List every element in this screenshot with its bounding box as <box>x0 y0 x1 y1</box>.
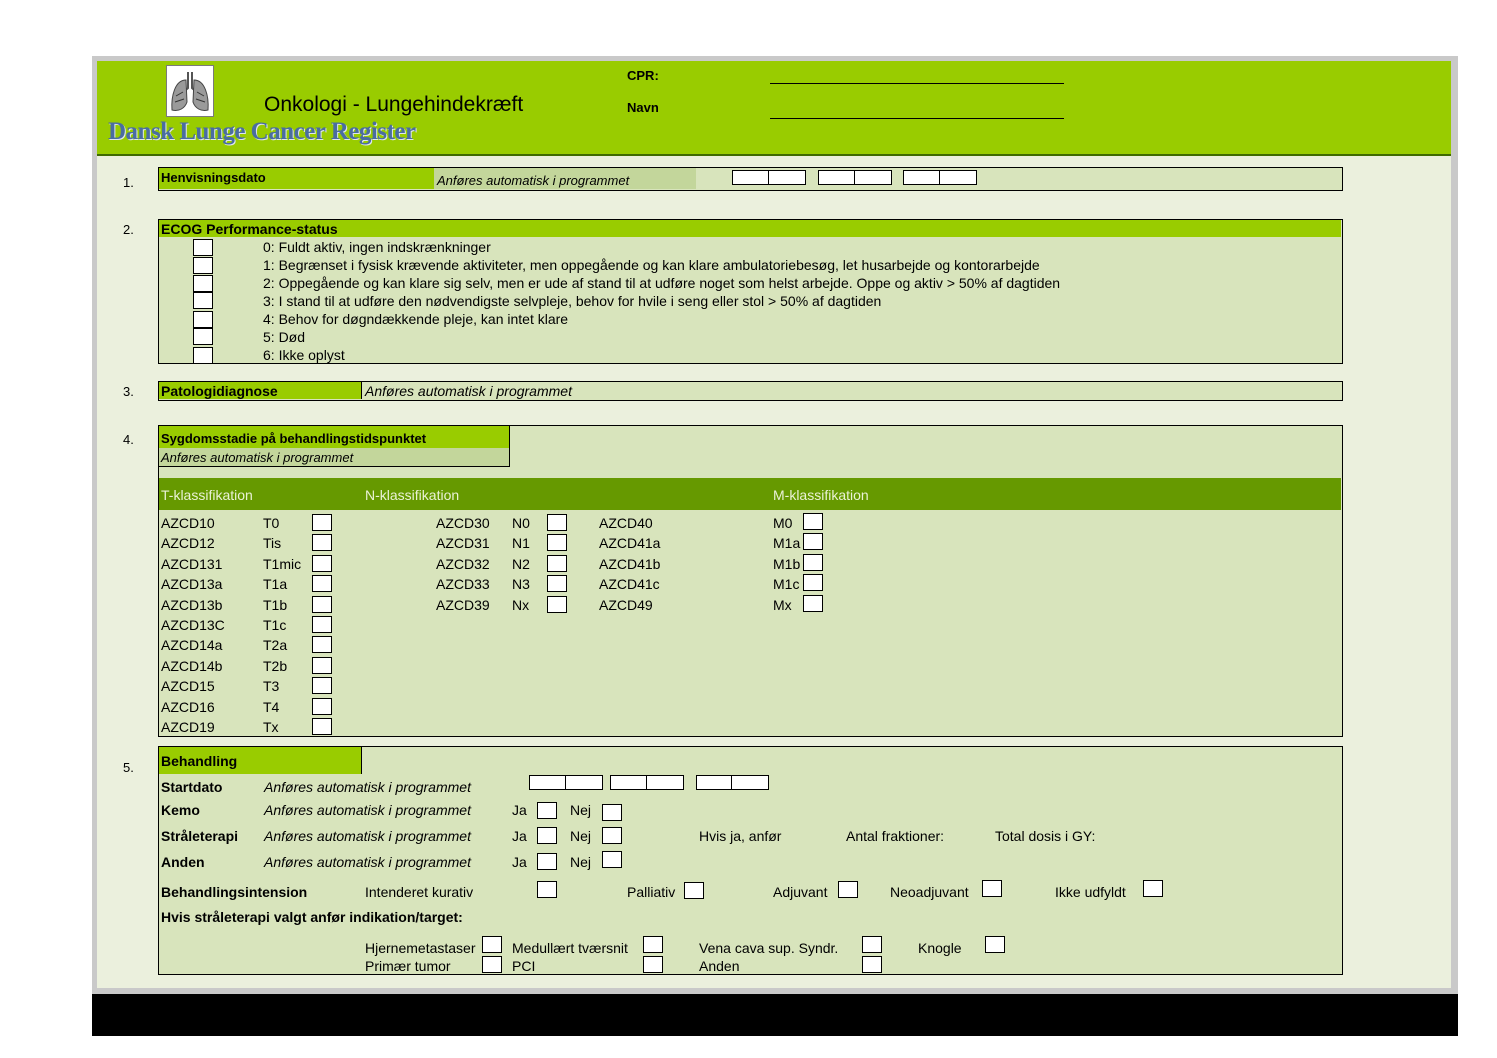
t-code: AZCD10 <box>161 515 215 531</box>
n-value: Nx <box>512 596 530 613</box>
startdato-month-1[interactable] <box>610 775 648 790</box>
n-checkbox[interactable] <box>547 555 567 572</box>
intension-neoadjuvant-checkbox[interactable] <box>982 880 1002 897</box>
startdato-note: Anføres automatisk i programmet <box>264 779 471 795</box>
straaleterapi-label: Stråleterapi <box>161 828 239 844</box>
m-code: AZCD49 <box>599 596 653 613</box>
t-checkbox[interactable] <box>312 657 332 674</box>
target-pci-label: PCI <box>512 958 536 974</box>
target-primaer-tumor-checkbox[interactable] <box>482 956 502 973</box>
t-value: T1b <box>263 596 288 613</box>
kemo-note: Anføres automatisk i programmet <box>264 802 471 818</box>
startdato-year-2[interactable] <box>731 775 769 790</box>
ecog-option-4: 4: Behov for døgndækkende pleje, kan intet klare <box>263 311 569 327</box>
t-checkbox[interactable] <box>312 534 332 551</box>
t-checkbox[interactable] <box>312 555 332 572</box>
henvisning-label: Henvisningsdato <box>161 170 266 185</box>
m-checkbox[interactable] <box>803 533 823 550</box>
ecog-checkbox-6[interactable] <box>193 347 213 364</box>
intension-ikke-udfyldt-label: Ikke udfyldt <box>1055 884 1126 900</box>
ecog-option-3: 3: I stand til at udføre den nødvendigste selvpleje, behov for hvile i seng eller stol > 50% af dagtiden <box>263 293 882 309</box>
t-value: T0 <box>263 515 280 531</box>
cpr-field[interactable] <box>770 83 1064 84</box>
startdato-month-2[interactable] <box>646 775 684 790</box>
t-checkbox[interactable] <box>312 718 332 735</box>
n-value: N3 <box>512 576 530 593</box>
anden-nej-label: Nej <box>570 854 592 870</box>
target-hjernemetastaser-label: Hjernemetastaser <box>365 940 476 956</box>
t-checkbox[interactable] <box>312 575 332 592</box>
n-value: N0 <box>512 515 530 531</box>
intension-kurativ-checkbox[interactable] <box>537 881 557 898</box>
t-value: T1a <box>263 576 288 593</box>
t-code: AZCD14b <box>161 657 223 674</box>
t-checkbox[interactable] <box>312 616 332 633</box>
straaleterapi-ja-checkbox[interactable] <box>537 827 557 844</box>
divider <box>361 382 362 399</box>
henvisning-date-day-1[interactable] <box>732 170 770 185</box>
m-code: AZCD41c <box>599 576 660 593</box>
t-value: T2b <box>263 657 288 674</box>
m-klassifikation-header: M-klassifikation <box>773 487 869 503</box>
patologi-label: Patologidiagnose <box>161 383 278 399</box>
kemo-nej-checkbox[interactable] <box>602 804 622 821</box>
target-knogle-checkbox[interactable] <box>985 936 1005 953</box>
target-primaer-tumor-label: Primær tumor <box>365 958 451 974</box>
straaleterapi-nej-label: Nej <box>570 828 592 844</box>
behandling-label: Behandling <box>161 753 238 769</box>
target-vena-cava-label: Vena cava sup. Syndr. <box>699 940 839 956</box>
navn-field[interactable] <box>770 118 1064 119</box>
hvis-ja-label: Hvis ja, anfør <box>699 828 782 844</box>
kemo-ja-label: Ja <box>512 802 527 818</box>
anden-ja-checkbox[interactable] <box>537 853 557 870</box>
t-checkbox[interactable] <box>312 636 332 653</box>
henvisning-date-year-2[interactable] <box>939 170 977 185</box>
target-hjernemetastaser-checkbox[interactable] <box>482 936 502 953</box>
section-number: 1. <box>123 175 134 190</box>
m-checkbox[interactable] <box>803 513 823 530</box>
ecog-option-5: 5: Død <box>263 329 306 345</box>
ecog-checkbox-5[interactable] <box>193 328 213 345</box>
straaleterapi-ja-label: Ja <box>512 828 527 844</box>
t-value: Tis <box>263 535 282 552</box>
ecog-checkbox-2[interactable] <box>193 275 213 292</box>
startdato-day-1[interactable] <box>529 775 567 790</box>
sygdomsstadie-note: Anføres automatisk i programmet <box>161 450 354 465</box>
n-checkbox[interactable] <box>547 575 567 592</box>
t-code: AZCD13a <box>161 576 223 593</box>
henvisning-date-month-2[interactable] <box>854 170 892 185</box>
t-code: AZCD13b <box>161 596 223 613</box>
divider <box>509 426 510 466</box>
klassifikation-header-bar <box>159 478 1341 510</box>
m-checkbox[interactable] <box>803 595 823 612</box>
startdato-year-1[interactable] <box>696 775 734 790</box>
kemo-nej-label: Nej <box>570 802 592 818</box>
total-dosis-label: Total dosis i GY: <box>995 828 1096 844</box>
intension-neoadjuvant-label: Neoadjuvant <box>890 884 969 900</box>
section-number: 2. <box>123 222 134 237</box>
t-value: T4 <box>263 698 280 715</box>
cpr-label: CPR: <box>627 68 659 83</box>
anden-note: Anføres automatisk i programmet <box>264 854 471 870</box>
intension-adjuvant-checkbox[interactable] <box>838 881 858 898</box>
ecog-checkbox-1[interactable] <box>193 257 213 274</box>
m-value: M1b <box>773 555 801 572</box>
m-checkbox[interactable] <box>803 554 823 571</box>
t-checkbox[interactable] <box>312 596 332 613</box>
t-value: Tx <box>263 719 279 735</box>
ecog-checkbox-0[interactable] <box>193 239 213 256</box>
ecog-checkbox-3[interactable] <box>193 292 213 309</box>
section-number: 5. <box>123 760 134 775</box>
m-code: AZCD41b <box>599 555 661 572</box>
t-code: AZCD12 <box>161 535 215 552</box>
footer-bar <box>92 994 1458 1036</box>
target-label: Hvis stråleterapi valgt anfør indikation/target: <box>161 909 463 925</box>
ecog-label: ECOG Performance-status <box>161 221 338 237</box>
intension-adjuvant-label: Adjuvant <box>773 884 828 900</box>
m-checkbox[interactable] <box>803 574 823 591</box>
m-value: Mx <box>773 596 792 613</box>
target-pci-checkbox[interactable] <box>643 956 663 973</box>
intension-palliativ-label: Palliativ <box>627 884 676 900</box>
anden-ja-label: Ja <box>512 854 527 870</box>
fraktioner-label: Antal fraktioner: <box>846 828 945 844</box>
sygdomsstadie-section <box>158 425 1343 737</box>
lung-logo-icon <box>166 65 214 117</box>
t-code: AZCD15 <box>161 678 215 695</box>
kemo-ja-checkbox[interactable] <box>537 802 557 819</box>
target-medullaert-checkbox[interactable] <box>643 936 663 953</box>
t-code: AZCD14a <box>161 637 223 654</box>
n-code: AZCD32 <box>436 555 490 572</box>
intension-palliativ-checkbox[interactable] <box>684 882 704 899</box>
t-code: AZCD16 <box>161 698 215 715</box>
intension-ikke-udfyldt-checkbox[interactable] <box>1143 880 1163 897</box>
target-medullaert-label: Medullært tværsnit <box>512 940 628 956</box>
navn-label: Navn <box>627 100 659 115</box>
m-value: M0 <box>773 515 793 531</box>
target-vena-cava-checkbox[interactable] <box>862 936 882 953</box>
intension-kurativ-label: Intenderet kurativ <box>365 884 474 900</box>
straaleterapi-nej-checkbox[interactable] <box>602 827 622 844</box>
anden-nej-checkbox[interactable] <box>602 851 622 868</box>
register-name: Dansk Lunge Cancer Register <box>108 118 416 145</box>
t-code: AZCD13C <box>161 617 225 633</box>
ecog-checkbox-4[interactable] <box>193 311 213 328</box>
target-anden-label: Anden <box>699 958 740 974</box>
n-checkbox[interactable] <box>547 514 567 531</box>
kemo-label: Kemo <box>161 802 200 818</box>
straaleterapi-note: Anføres automatisk i programmet <box>264 828 471 844</box>
t-checkbox[interactable] <box>312 677 332 694</box>
henvisning-date-month-1[interactable] <box>818 170 856 185</box>
t-klassifikation-header: T-klassifikation <box>161 487 253 503</box>
n-checkbox[interactable] <box>547 534 567 551</box>
section-number: 4. <box>123 432 134 447</box>
sygdomsstadie-label: Sygdomsstadie på behandlingstidspunktet <box>161 431 427 446</box>
anden-label: Anden <box>161 854 205 870</box>
startdato-label: Startdato <box>161 779 223 795</box>
startdato-day-2[interactable] <box>565 775 603 790</box>
t-code: AZCD131 <box>161 555 223 572</box>
n-checkbox[interactable] <box>547 596 567 613</box>
n-klassifikation-header: N-klassifikation <box>365 487 460 503</box>
t-value: T3 <box>263 678 280 695</box>
ecog-option-2: 2: Oppegående og kan klare sig selv, men er ude af stand til at udføre noget som helst arbejde. Oppe og aktiv > 50% af dagtiden <box>263 275 1061 291</box>
n-value: N1 <box>512 535 530 552</box>
t-checkbox[interactable] <box>312 514 332 531</box>
t-value: T1mic <box>263 555 302 572</box>
t-value: T2a <box>263 637 288 654</box>
t-value: T1c <box>263 617 287 633</box>
henvisning-date-year-1[interactable] <box>903 170 941 185</box>
n-code: AZCD39 <box>436 596 490 613</box>
m-value: M1a <box>773 535 801 552</box>
n-code: AZCD33 <box>436 576 490 593</box>
intension-label: Behandlingsintension <box>161 884 308 900</box>
n-value: N2 <box>512 555 530 572</box>
ecog-option-0: 0: Fuldt aktiv, ingen indskrænkninger <box>263 239 491 255</box>
henvisning-date-day-2[interactable] <box>768 170 806 185</box>
m-code: AZCD40 <box>599 515 653 531</box>
t-code: AZCD19 <box>161 719 215 735</box>
patologi-note: Anføres automatisk i programmet <box>365 383 572 399</box>
target-anden-checkbox[interactable] <box>862 956 882 973</box>
n-code: AZCD31 <box>436 535 490 552</box>
target-knogle-label: Knogle <box>918 940 962 956</box>
m-code: AZCD41a <box>599 535 661 552</box>
t-checkbox[interactable] <box>312 698 332 715</box>
ecog-option-1: 1: Begrænset i fysisk krævende aktiviteter, men oppegående og kan klare ambulatoriebesøg, let husarbejde og kontorarbejde <box>263 257 1040 273</box>
n-code: AZCD30 <box>436 515 490 531</box>
page-title: Onkologi - Lungehindekræft <box>264 93 524 116</box>
ecog-option-6: 6: Ikke oplyst <box>263 347 345 363</box>
section-number: 3. <box>123 384 134 399</box>
m-value: M1c <box>773 576 800 593</box>
henvisning-note: Anføres automatisk i programmet <box>437 173 630 188</box>
